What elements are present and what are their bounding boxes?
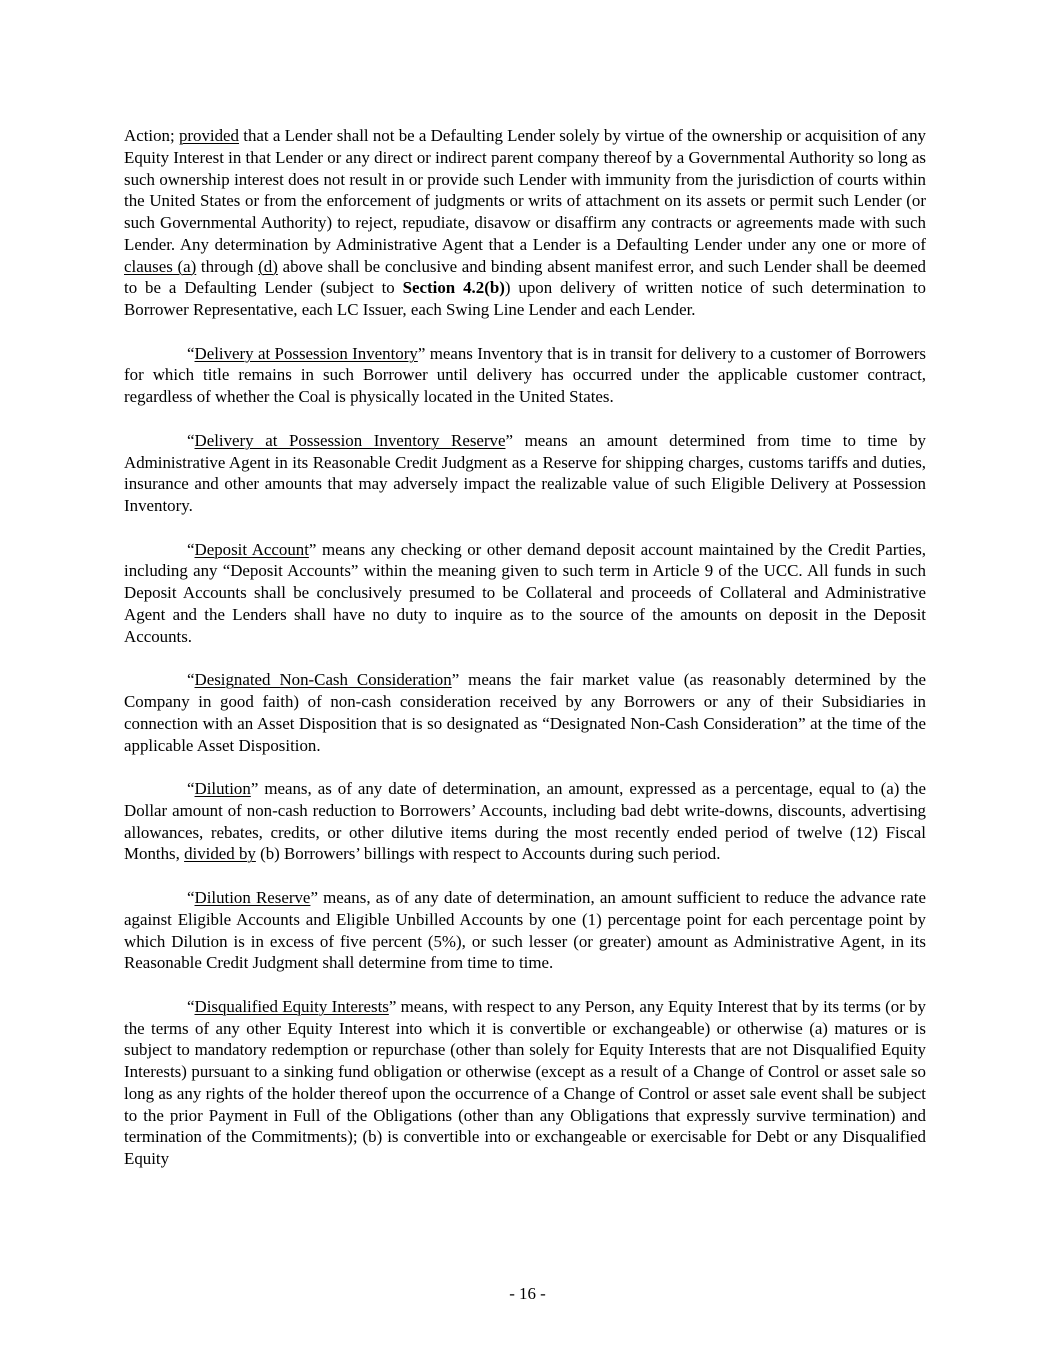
defined-term: Disqualified Equity Interests bbox=[194, 996, 389, 1016]
definition-designated-non-cash-consideration: “Designated Non-Cash Consideration” means the fair market value (as reasonably determined by the Company in good faith) of non-cash consideration received by any Borrowers or any of their Subsidiaries in connection with an Asset Disposition that is so designated as “Designated Non-Cash Consideration” at the time of the applicable Asset Disposition. bbox=[124, 670, 927, 755]
term-provided: provided bbox=[178, 126, 239, 145]
definition-dilution-reserve: “Dilution Reserve” means, as of any date of determination, an amount sufficient to reduce the advance rate against Eligible Accounts and Eligible Unbilled Accounts by one (1) percentage point for each percentage point by which Dilution is in excess of five percent (5%), or such lesser (or greater) amount as Administrative Agent, in its Reasonable Credit Judgment shall determine from time to time. bbox=[124, 888, 926, 973]
paragraph-defaulting-lender-continuation: Action; provided that a Lender shall not be a Defaulting Lender solely by virtue of the ownership or acquisition of any Equity Interest in that Lender or any direct or indirect parent company thereof by a Governmental Authority so long as such ownership interest does not result in or provide such Lender with immunity from the jurisdiction of courts within the United States or from the enforcement of judgments or writs of attachment on its assets or permit such Lender (or such Governmental Authority) to reject, repudiate, disavow or disaffirm any contracts or agreements made with such Lender. Any determination by Administrative Agent that a Lender is a Defaulting Lender under any one or more of clauses (a) through (d) above shall be conclusive and binding absent manifest error, and such Lender shall be deemed to be a Defaulting Lender (subject to Section 4.2(b)) upon delivery of written notice of such determination to Borrower Representative, each LC Issuer, each Swing Line Lender and each Lender. bbox=[124, 126, 927, 319]
defined-term: Deposit Account bbox=[194, 539, 309, 559]
definition-delivery-at-possession-inventory: “Delivery at Possession Inventory” means Inventory that is in transit for delivery to a customer of Borrowers for which title remains in such Borrower until delivery has occurred under the applicable customer contract, regardless of whether the Coal is physically located in the United States. bbox=[124, 343, 927, 407]
defined-term: Delivery at Possession Inventory Reserve bbox=[194, 430, 506, 450]
reference-clause-a: clauses (a) bbox=[124, 256, 197, 276]
reference-section-4-2-b: Section 4.2(b) bbox=[402, 278, 505, 298]
definition-deposit-account: “Deposit Account” means any checking or other demand deposit account maintained by the Credit Parties, including any “Deposit Accounts” within the meaning given to such term in Article 9 of the UCC. All funds in such Deposit Accounts shall be conclusively presumed to be Collateral and proceeds of Collateral and Administrative Agent and the Lenders shall have no duty to inquire as to the source of the amounts on deposit in the Deposit Accounts. bbox=[124, 539, 926, 646]
page-number: - 16 - bbox=[509, 1284, 546, 1303]
defined-term: Delivery at Possession Inventory bbox=[194, 343, 418, 363]
reference-clause-d: (d) bbox=[258, 256, 278, 276]
defined-term: Dilution bbox=[194, 779, 251, 799]
defined-term: Designated Non-Cash Consideration bbox=[194, 670, 452, 690]
document-body bbox=[124, 125, 926, 1192]
definition-delivery-at-possession-inventory-reserve: “Delivery at Possession Inventory Reserve” means an amount determined from time to time by Administrative Agent in its Reasonable Credit Judgment as a Reserve for shipping charges, customs tariffs and duties, insurance and other amounts that may adversely impact the realizable value of such Eligible Delivery at Possession Inventory. bbox=[124, 430, 926, 516]
definition-disqualified-equity-interests: “Disqualified Equity Interests” means, with respect to any Person, any Equity Interest that by its terms (or by the terms of any other Equity Interest into which it is convertible or exchangeable) or otherwise (a) matures or is subject to mandatory redemption or repurchase (other than solely for Equity Interests that are not Disqualified Equity Interests) pursuant to a sinking fund obligation or otherwise (except as a result of a Change of Control or asset sale so long as any rights of the holder thereof upon the occurrence of a Change of Control or asset sale event shall be subject to the prior Payment in Full of the Obligations (other than any Obligations that expressly survive termination) and termination of the Commitments); (b) is convertible into or exchangeable or exercisable for Debt or any Disqualified Equity bbox=[124, 996, 927, 1169]
definition-dilution: “Dilution” means, as of any date of determination, an amount, expressed as a percentage, equal to (a) the Dollar amount of non-cash reduction to Borrowers’ Accounts, including bad debt write-downs, discounts, advertising allowances, rebates, credits, or other dilutive items during the most recently ended period of twelve (12) Fiscal Months, divided by (b) Borrowers’ billings with respect to Accounts during such period. bbox=[124, 779, 926, 864]
term-divided-by: divided by bbox=[184, 844, 256, 864]
defined-term: Dilution Reserve bbox=[194, 888, 311, 908]
